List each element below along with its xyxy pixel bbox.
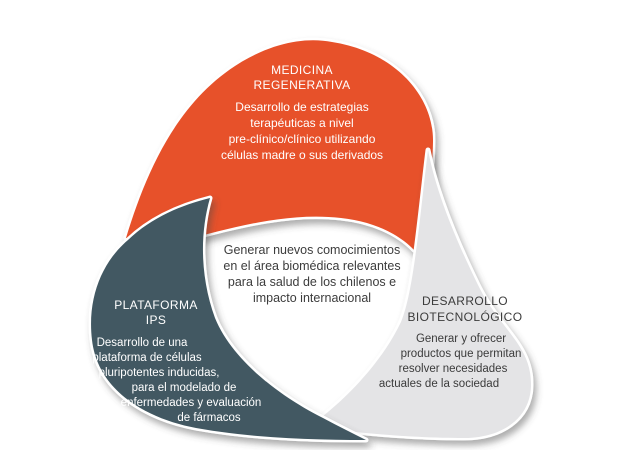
node-title-desarrollo-biotecnologico (385, 293, 545, 325)
body-line: pluripotentes inducidas, (98, 367, 220, 379)
title-line: IPS (145, 313, 167, 327)
title-line: BIOTECNOLÓGICO (407, 310, 523, 324)
node-title-medicina-regenerativa (182, 63, 422, 93)
node-body-medicina-regenerativa (182, 99, 422, 163)
body-line: pre-clínico/clínico utilizando (228, 132, 376, 146)
title-line: REGENERATIVA (253, 78, 351, 92)
body-line: plataforma de células (92, 352, 202, 364)
center-line: para la salud de los chilenos e (227, 275, 397, 289)
node-body-desarrollo-biotecnologico (351, 332, 571, 392)
title-line: PLATAFORMA (114, 298, 198, 312)
body-line: enfermedades y evaluación (120, 397, 262, 409)
node-body-plataforma-ips (37, 336, 262, 426)
center-line: impacto internacional (252, 291, 372, 305)
body-line: células madre o sus derivados (220, 148, 384, 162)
body-line: de fármacos (177, 412, 241, 424)
center-line: Generar nuevos comocimientos (223, 243, 401, 257)
body-line: Desarrollo de estrategias (235, 100, 369, 114)
node-title-plataforma-ips (96, 298, 216, 328)
body-line: actuales de la sociedad (378, 378, 500, 390)
body-line: resolver necesidades (398, 363, 508, 375)
body-line: Desarrollo de una (96, 337, 188, 349)
body-line: Generar y ofrecer (415, 333, 507, 345)
title-line: MEDICINA (271, 63, 333, 77)
center-line: en el área biomédica relevantes (223, 259, 401, 273)
body-line: productos que permitan (400, 348, 522, 360)
title-line: DESARROLLO (421, 294, 509, 308)
body-line: para el modelado de (131, 382, 237, 394)
body-line: terapéuticas a nivel (250, 116, 354, 130)
